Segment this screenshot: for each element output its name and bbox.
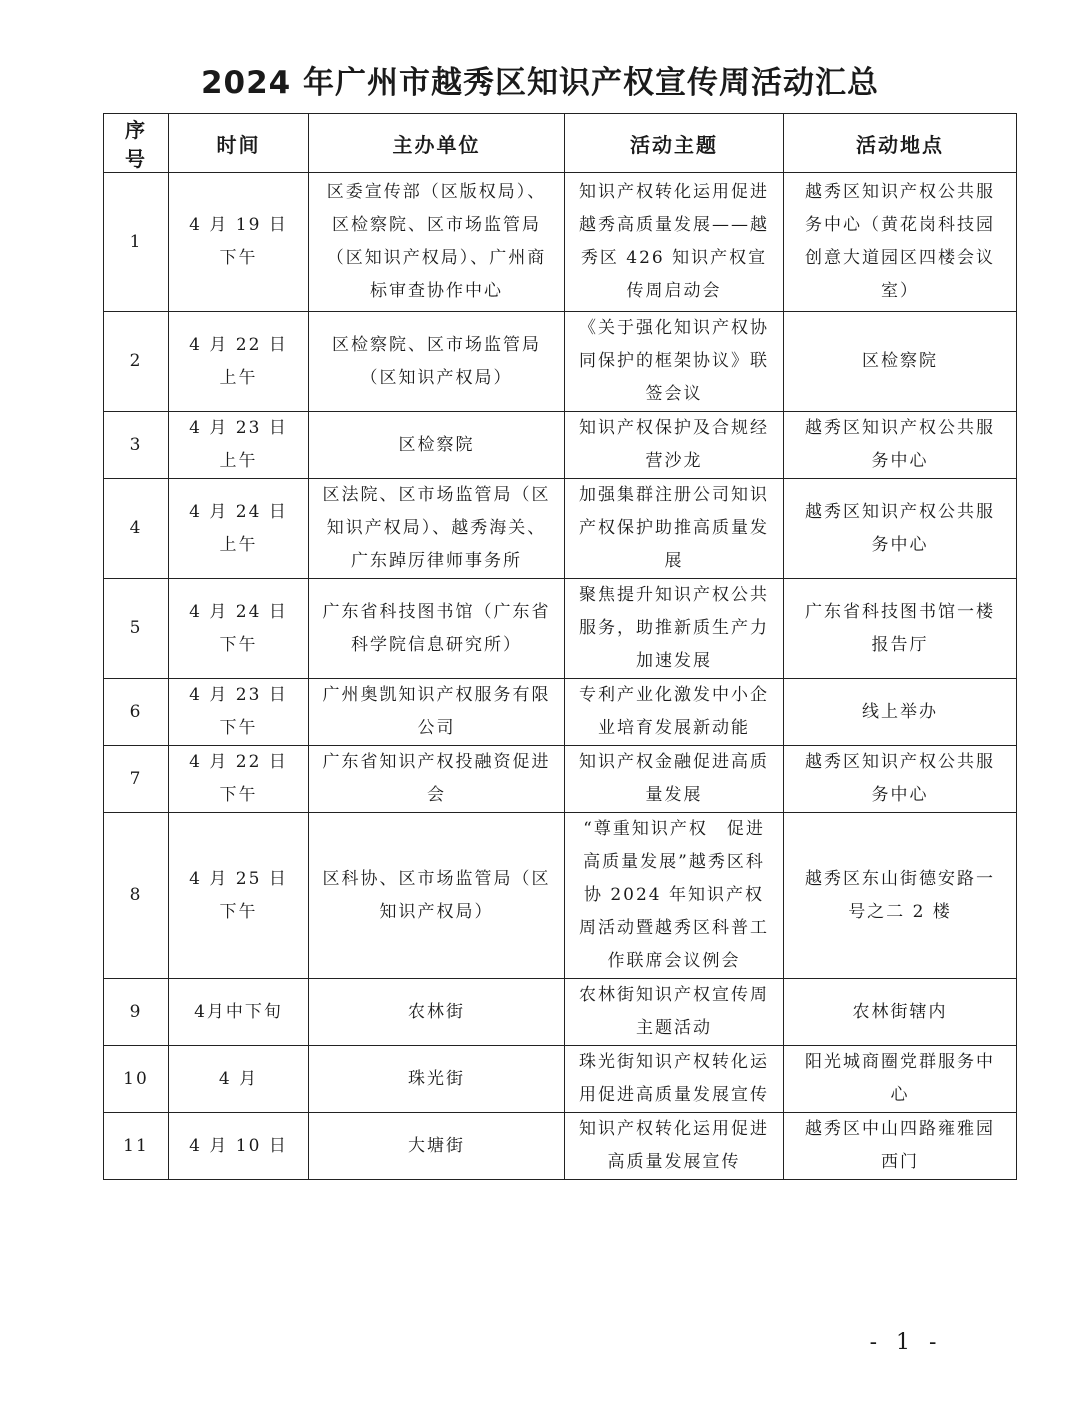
cell-time: 4 月 10 日 [169, 1113, 309, 1180]
header-no: 序号 [104, 114, 169, 173]
table-row [104, 746, 1017, 813]
cell-topic: 知识产权转化运用促进高质量发展宣传 [565, 1113, 784, 1180]
cell-location: 越秀区知识产权公共服务中心 [784, 412, 1017, 479]
cell-time: 4 月 24 日上午 [169, 479, 309, 579]
cell-no: 8 [104, 813, 169, 979]
table-row [104, 813, 1017, 979]
cell-no: 10 [104, 1046, 169, 1113]
cell-organizer: 区法院、区市场监管局（区知识产权局）、越秀海关、广东踔厉律师事务所 [309, 479, 565, 579]
table-row [104, 979, 1017, 1046]
cell-location: 越秀区中山四路雍雅园西门 [784, 1113, 1017, 1180]
document-title: 2024 年广州市越秀区知识产权宣传周活动汇总 [200, 65, 880, 101]
cell-topic: 农林街知识产权宣传周主题活动 [565, 979, 784, 1046]
page-number: - 1 - [869, 1330, 943, 1355]
cell-time: 4 月 24 日下午 [169, 579, 309, 679]
header-topic: 活动主题 [565, 114, 784, 173]
cell-time: 4 月 23 日上午 [169, 412, 309, 479]
cell-time: 4 月 [169, 1046, 309, 1113]
table-row [104, 579, 1017, 679]
cell-organizer: 珠光街 [309, 1046, 565, 1113]
cell-topic: 知识产权金融促进高质量发展 [565, 746, 784, 813]
cell-time: 4 月 22 日上午 [169, 312, 309, 412]
table-row [104, 1113, 1017, 1180]
cell-topic: 聚焦提升知识产权公共服务，助推新质生产力加速发展 [565, 579, 784, 679]
cell-location: 线上举办 [784, 679, 1017, 746]
cell-time: 4 月 19 日下午 [169, 173, 309, 312]
cell-topic: 加强集群注册公司知识产权保护助推高质量发展 [565, 479, 784, 579]
cell-organizer: 区检察院 [309, 412, 565, 479]
cell-organizer: 广州奥凯知识产权服务有限公司 [309, 679, 565, 746]
cell-no: 1 [104, 173, 169, 312]
table-row [104, 1046, 1017, 1113]
table-header-row [104, 114, 1017, 173]
cell-no: 4 [104, 479, 169, 579]
header-organizer: 主办单位 [309, 114, 565, 173]
table-row [104, 679, 1017, 746]
cell-no: 5 [104, 579, 169, 679]
cell-no: 2 [104, 312, 169, 412]
cell-topic: 知识产权保护及合规经营沙龙 [565, 412, 784, 479]
cell-no: 6 [104, 679, 169, 746]
cell-time: 4 月 22 日下午 [169, 746, 309, 813]
cell-organizer: 区检察院、区市场监管局（区知识产权局） [309, 312, 565, 412]
cell-no: 7 [104, 746, 169, 813]
cell-location: 越秀区知识产权公共服务中心 [784, 746, 1017, 813]
cell-no: 3 [104, 412, 169, 479]
cell-organizer: 区科协、区市场监管局（区知识产权局） [309, 813, 565, 979]
header-time: 时间 [169, 114, 309, 173]
cell-topic: 专利产业化激发中小企业培育发展新动能 [565, 679, 784, 746]
table-row [104, 479, 1017, 579]
cell-organizer: 农林街 [309, 979, 565, 1046]
cell-organizer: 大塘街 [309, 1113, 565, 1180]
table-row [104, 312, 1017, 412]
cell-location: 农林街辖内 [784, 979, 1017, 1046]
header-location: 活动地点 [784, 114, 1017, 173]
cell-no: 11 [104, 1113, 169, 1180]
cell-location: 广东省科技图书馆一楼报告厅 [784, 579, 1017, 679]
events-table [103, 113, 1017, 1180]
cell-no: 9 [104, 979, 169, 1046]
cell-time: 4月中下旬 [169, 979, 309, 1046]
cell-topic: “尊重知识产权 促进高质量发展”越秀区科协 2024 年知识产权周活动暨越秀区科普工作联席会议例会 [565, 813, 784, 979]
cell-time: 4 月 23 日下午 [169, 679, 309, 746]
cell-location: 越秀区东山街德安路一号之二 2 楼 [784, 813, 1017, 979]
cell-location: 阳光城商圈党群服务中心 [784, 1046, 1017, 1113]
cell-organizer: 广东省知识产权投融资促进会 [309, 746, 565, 813]
table-row [104, 173, 1017, 312]
cell-time: 4 月 25 日下午 [169, 813, 309, 979]
cell-topic: 知识产权转化运用促进越秀高质量发展——越秀区 426 知识产权宣传周启动会 [565, 173, 784, 312]
cell-topic: 《关于强化知识产权协同保护的框架协议》联签会议 [565, 312, 784, 412]
cell-location: 越秀区知识产权公共服务中心 [784, 479, 1017, 579]
cell-organizer: 区委宣传部（区版权局）、区检察院、区市场监管局（区知识产权局）、广州商标审查协作中心 [309, 173, 565, 312]
cell-organizer: 广东省科技图书馆（广东省科学院信息研究所） [309, 579, 565, 679]
cell-location: 越秀区知识产权公共服务中心（黄花岗科技园创意大道园区四楼会议室） [784, 173, 1017, 312]
cell-location: 区检察院 [784, 312, 1017, 412]
cell-topic: 珠光街知识产权转化运用促进高质量发展宣传 [565, 1046, 784, 1113]
table-row [104, 412, 1017, 479]
